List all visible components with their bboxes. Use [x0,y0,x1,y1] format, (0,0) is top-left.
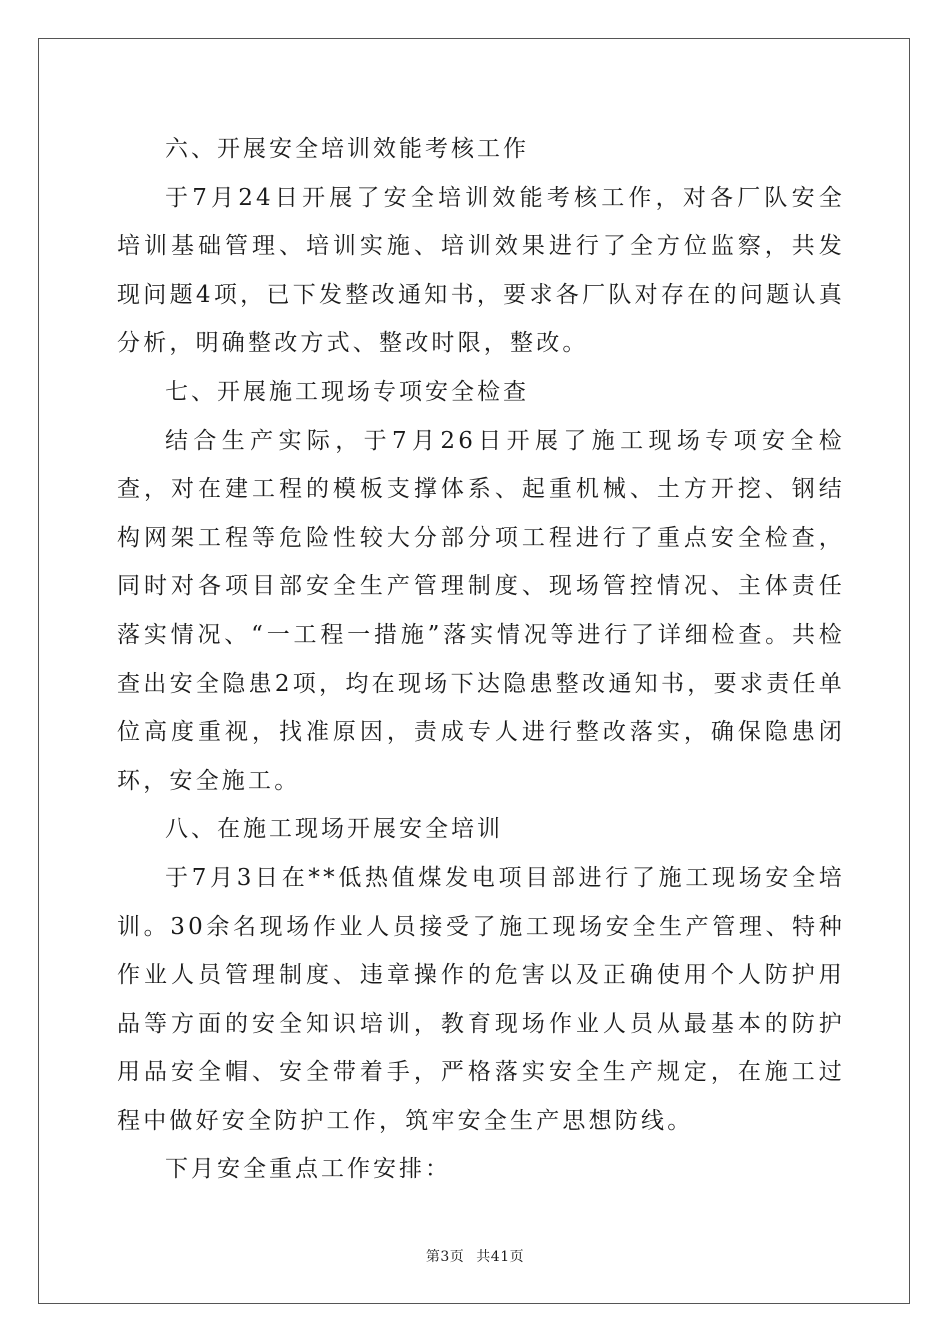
section-heading-6: 六、开展安全培训效能考核工作 [165,136,529,162]
document-body [117,125,845,1194]
next-month-heading: 下月安全重点工作安排： [165,1156,451,1183]
paragraph: 结合生产实际，于7月26日开展了施工现场专项安全检查，对在建工程的模板支撑体系、起重机械、土方开挖、钢结构网架工程等危险性较大分部分项工程进行了重点安全检查，同时对各项目部安全生产管理制度、现场管控情况、主体责任落实情况、“一工程一措施”落实情况等进行了详细检查。共检查出安全隐患2项，均在现场下达隐患整改通知书，要求责任单位高度重视，找准原因，责成专人进行整改落实，确保隐患闭环，安全施工。 [117,427,845,794]
section-heading-8: 八、在施工现场开展安全培训 [165,816,503,843]
paragraph: 于7月3日在**低热值煤发电项目部进行了施工现场安全培训。30余名现场作业人员接受了施工现场安全生产管理、特种作业人员管理制度、违章操作的危害以及正确使用个人防护用品等方面的安全知识培训，教育现场作业人员从最基本的防护用品安全帽、安全带着手，严格落实安全生产规定，在施工过程中做好安全防护工作，筑牢安全生产思想防线。 [117,864,845,1134]
page-total: 共41页 [476,1249,525,1265]
paragraph: 于7月24日开展了安全培训效能考核工作，对各厂队安全培训基础管理、培训实施、培训效果进行了全方位监察，共发现问题4项，已下发整改通知书，要求各厂队对存在的问题认真分析，明确整改方式、整改时限，整改。 [117,184,845,357]
section-heading-7: 七、开展施工现场专项安全检查 [165,378,529,405]
page-footer [0,1246,950,1266]
page-number: 第3页 [425,1249,465,1265]
